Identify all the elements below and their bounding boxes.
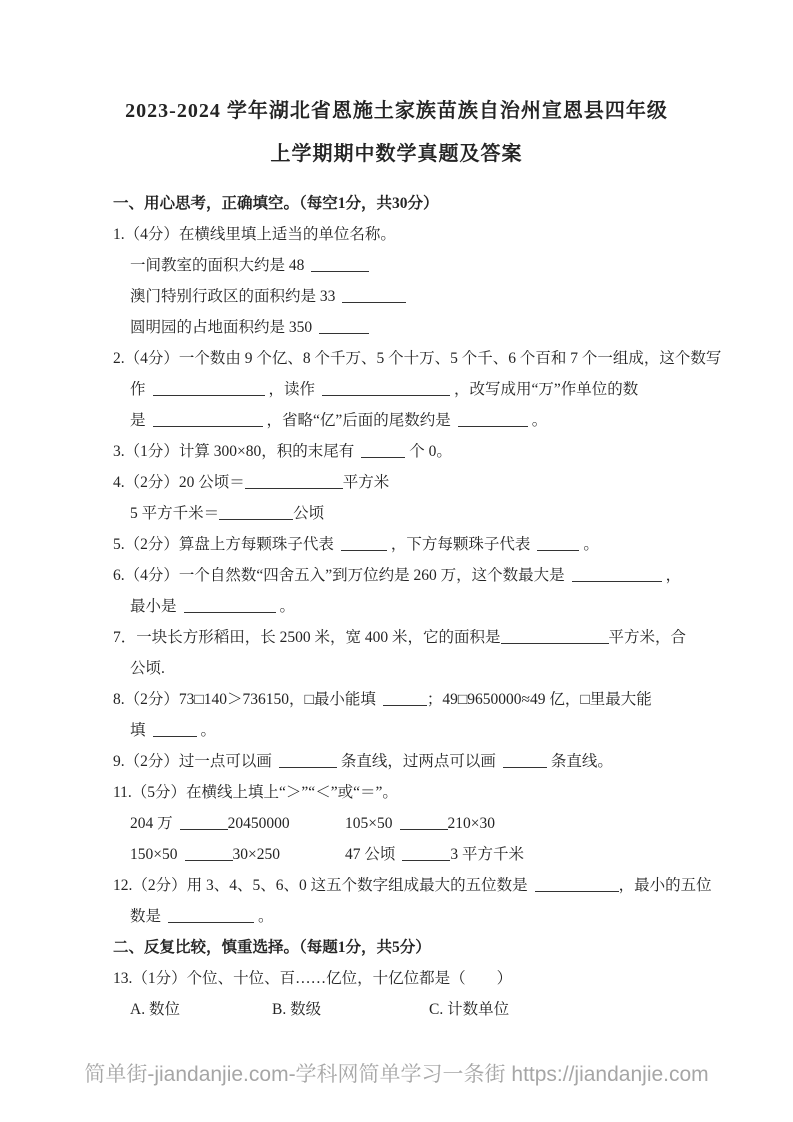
question-4-line-2 (113, 498, 733, 529)
question-1-item-3 (113, 312, 733, 343)
text-run: 条直线。 (550, 753, 613, 770)
question-12-line-1 (113, 870, 733, 901)
text-run: 。 (531, 412, 548, 429)
question-1-head: 1.（4分）在横线里填上适当的单位名称。 (113, 226, 396, 243)
text-run: 公顷 (293, 505, 325, 522)
question-13-options (113, 994, 733, 1025)
question-7-line-2: 公顷. (130, 660, 165, 677)
answer-blank (400, 815, 448, 830)
option-b: B. 数级 (272, 1001, 322, 1018)
answer-blank (319, 319, 369, 334)
answer-blank (279, 753, 337, 768)
answer-blank (503, 753, 547, 768)
text-run: ；49□9650000≈49 亿，□里最大能 (426, 691, 652, 708)
question-11-row-2 (113, 839, 733, 870)
answer-blank (342, 288, 406, 303)
answer-blank (180, 815, 228, 830)
text-run: 最小是 (130, 598, 177, 615)
question-3 (113, 436, 733, 467)
question-5 (113, 529, 733, 560)
option-c: C. 计数单位 (429, 1001, 510, 1018)
question-9 (113, 746, 733, 777)
text-run: ，省略“亿”后面的尾数约是 (266, 412, 451, 429)
text-run: 8.（2分）73□140＞736150，□最小能填 (113, 691, 376, 708)
text-run: 。 (200, 722, 217, 739)
text-run: 30×250 (232, 846, 280, 863)
answer-blank (402, 846, 450, 861)
text-run: ， (665, 567, 682, 584)
answer-blank (537, 536, 579, 551)
section-1-heading: 一、用心思考，正确填空。（每空1分，共30分） (113, 195, 439, 212)
text-run: 一间教室的面积大约是 48 (130, 257, 305, 274)
text-run: 澳门特别行政区的面积约是 33 (130, 288, 336, 305)
question-8-line-1 (113, 684, 733, 715)
text-run: 105×50 (345, 815, 393, 832)
text-run: 204 万 (130, 815, 173, 832)
question-2-line-2 (113, 374, 733, 405)
text-run: ，下方每颗珠子代表 (390, 536, 531, 553)
question-1-item-2 (113, 281, 733, 312)
text-run: 12.（2分）用 3、4、5、6、0 这五个数字组成最大的五位数是 (113, 877, 528, 894)
doc-title (0, 0, 793, 176)
question-8-line-2 (113, 715, 733, 746)
text-run: 3 平方千米 (450, 846, 525, 863)
doc-title-line-1: 2023-2024 学年湖北省恩施土家族苗族自治州宣恩县四年级 (125, 100, 668, 122)
text-run: 210×30 (447, 815, 495, 832)
question-6-line-1 (113, 560, 733, 591)
compare-pair (130, 808, 345, 839)
compare-pair (130, 839, 345, 870)
answer-blank (184, 598, 276, 613)
question-2-line-1: 2.（4分）一个数由 9 个亿、8 个千万、5 个十万、5 个千、6 个百和 7 个一组成，这个数写 (113, 350, 722, 367)
answer-blank (185, 846, 233, 861)
text-run: 个 0。 (409, 443, 452, 460)
exam-body (113, 188, 733, 1025)
text-run: 平方米 (342, 474, 390, 491)
answer-blank (219, 505, 293, 520)
answer-blank (341, 536, 387, 551)
text-run: 3.（1分）计算 300×80，积的末尾有 (113, 443, 355, 460)
text-run: ，读作 (268, 381, 316, 398)
answer-blank (535, 877, 619, 892)
answer-blank (153, 722, 197, 737)
text-run: 数是 (130, 908, 162, 925)
text-run: 6.（4分）一个自然数“四舍五入”到万位约是 260 万，这个数最大是 (113, 567, 565, 584)
text-run: 平方米，合 (608, 629, 687, 646)
text-run: 7．一块长方形稻田，长 2500 米，宽 400 米，它的面积是 (113, 629, 501, 646)
question-12-line-2 (113, 901, 733, 932)
text-run: 是 (130, 412, 146, 429)
text-run: ，最小的五位 (618, 877, 712, 894)
text-run: 5 平方千米＝ (130, 505, 220, 522)
text-run: 20450000 (227, 815, 290, 832)
text-run: 条直线，过两点可以画 (340, 753, 496, 770)
answer-blank (572, 567, 662, 582)
watermark-footer: 简单街-jiandanjie.com-学科网简单学习一条街 https://jiandanjie.com (84, 1063, 709, 1086)
answer-blank (322, 381, 450, 396)
text-run: 9.（2分）过一点可以画 (113, 753, 272, 770)
text-run: 作 (130, 381, 146, 398)
section-2-heading: 二、反复比较，慎重选择。（每题1分，共5分） (113, 939, 431, 956)
option-a: A. 数位 (130, 1001, 180, 1018)
question-7-line-1 (113, 622, 733, 653)
text-run: 圆明园的占地面积约是 350 (130, 319, 313, 336)
answer-blank (168, 908, 254, 923)
text-run: ，改写成用“万”作单位的数 (454, 381, 639, 398)
answer-blank (458, 412, 528, 427)
compare-pair (345, 815, 495, 832)
text-run: 5.（2分）算盘上方每颗珠子代表 (113, 536, 334, 553)
answer-blank (361, 443, 405, 458)
text-run: 47 公顷 (345, 846, 396, 863)
text-run: 填 (130, 722, 146, 739)
compare-pair (345, 846, 524, 863)
question-4-line-1 (113, 467, 733, 498)
question-11-head: 11.（5分）在横线上填上“＞”“＜”或“＝”。 (113, 784, 398, 801)
answer-blank (153, 381, 265, 396)
question-13-head: 13.（1分）个位、十位、百……亿位，十亿位都是（ ） (113, 970, 513, 987)
question-1-item-1 (113, 250, 733, 281)
text-run: 。 (258, 908, 274, 925)
question-11-row-1 (113, 808, 733, 839)
text-run: 4.（2分）20 公顷＝ (113, 474, 245, 491)
answer-blank (383, 691, 427, 706)
text-run: 150×50 (130, 846, 178, 863)
answer-blank (245, 474, 343, 489)
doc-title-line-2: 上学期期中数学真题及答案 (270, 143, 523, 165)
answer-blank (153, 412, 263, 427)
question-2-line-3 (113, 405, 733, 436)
answer-blank (311, 257, 369, 272)
answer-blank (501, 629, 609, 644)
text-run: 。 (279, 598, 296, 615)
text-run: 。 (583, 536, 599, 553)
question-6-line-2 (113, 591, 733, 622)
